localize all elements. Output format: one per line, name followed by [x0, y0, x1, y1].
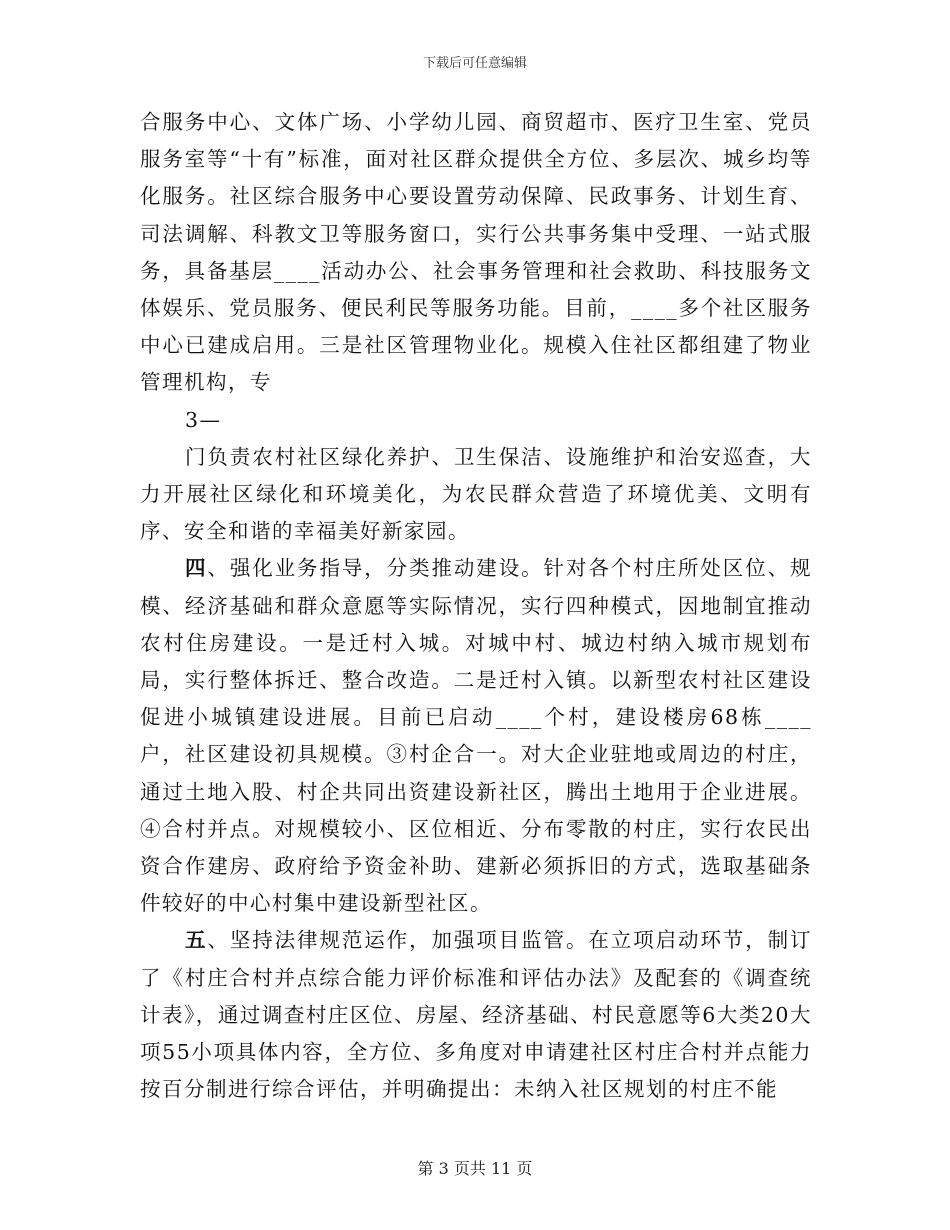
page-header: 下载后可任意编辑	[422, 56, 527, 71]
document-body	[140, 104, 812, 1108]
section-four-paragraph	[140, 550, 812, 922]
section-text: 、坚持法律规范运作，加强项目监管。在立项启动环节，制订了《村庄合村并点综合能力评价标准和评估办法》及配套的《调查统计表》，通过调查村庄区位、房屋、经济基础、村民意愿等6大类20大项55小项具体内容，全方位、多角度对申请建社区村庄合村并点能力按百分制进行综合评估，并明确提出：未纳入社区规划的村庄不能	[140, 928, 813, 1102]
section-number: 四	[185, 556, 208, 581]
section-text: 、强化业务指导，分类推动建设。针对各个村庄所处区位、规模、经济基础和群众意愿等实际情况，实行四种模式，因地制宜推动农村住房建设。一是迁村入城。对城中村、城边村纳入城市规划布局，实行整体拆迁、整合改造。二是迁村入镇。以新型农村社区建设促进小城镇建设进展。目前已启动____个村，建设楼房68栋____户，社区建设初具规模。③村企合一。对大企业驻地或周边的村庄，通过土地入股、村企共同出资建设新社区，腾出土地用于企业进展。④合村并点。对规模较小、区位相近、分布零散的村庄，实行农民出资合作建房、政府给予资金补助、建新必须拆旧的方式，选取基础条件较好的中心村集中建设新型社区。	[140, 556, 813, 916]
section-five-paragraph	[140, 922, 812, 1108]
page-marker: 3—	[185, 407, 222, 432]
section-number: 五	[185, 928, 208, 953]
paragraph-continued: 合服务中心、文体广场、小学幼儿园、商贸超市、医疗卫生室、党员服务室等“十有”标准，面对社区群众提供全方位、多层次、城乡均等化服务。社区综合服务中心要设置劳动保障、民政事务、计划生育、司法调解、科教文卫等服务窗口，实行公共事务集中受理、一站式服务，具备基层____活动办公、社会事务管理和社会救助、科技服务文体娱乐、党员服务、便民利民等服务功能。目前，____多个社区服务中心已建成启用。三是社区管理物业化。规模入住社区都组建了物业管理机构，专	[140, 110, 812, 395]
paragraph: 门负责农村社区绿化养护、卫生保洁、设施维护和治安巡查，大力开展社区绿化和环境美化，为农民群众营造了环境优美、文明有序、安全和谐的幸福美好新家园。	[140, 444, 812, 544]
page-footer: 第 3 页共 11 页	[417, 1159, 533, 1178]
